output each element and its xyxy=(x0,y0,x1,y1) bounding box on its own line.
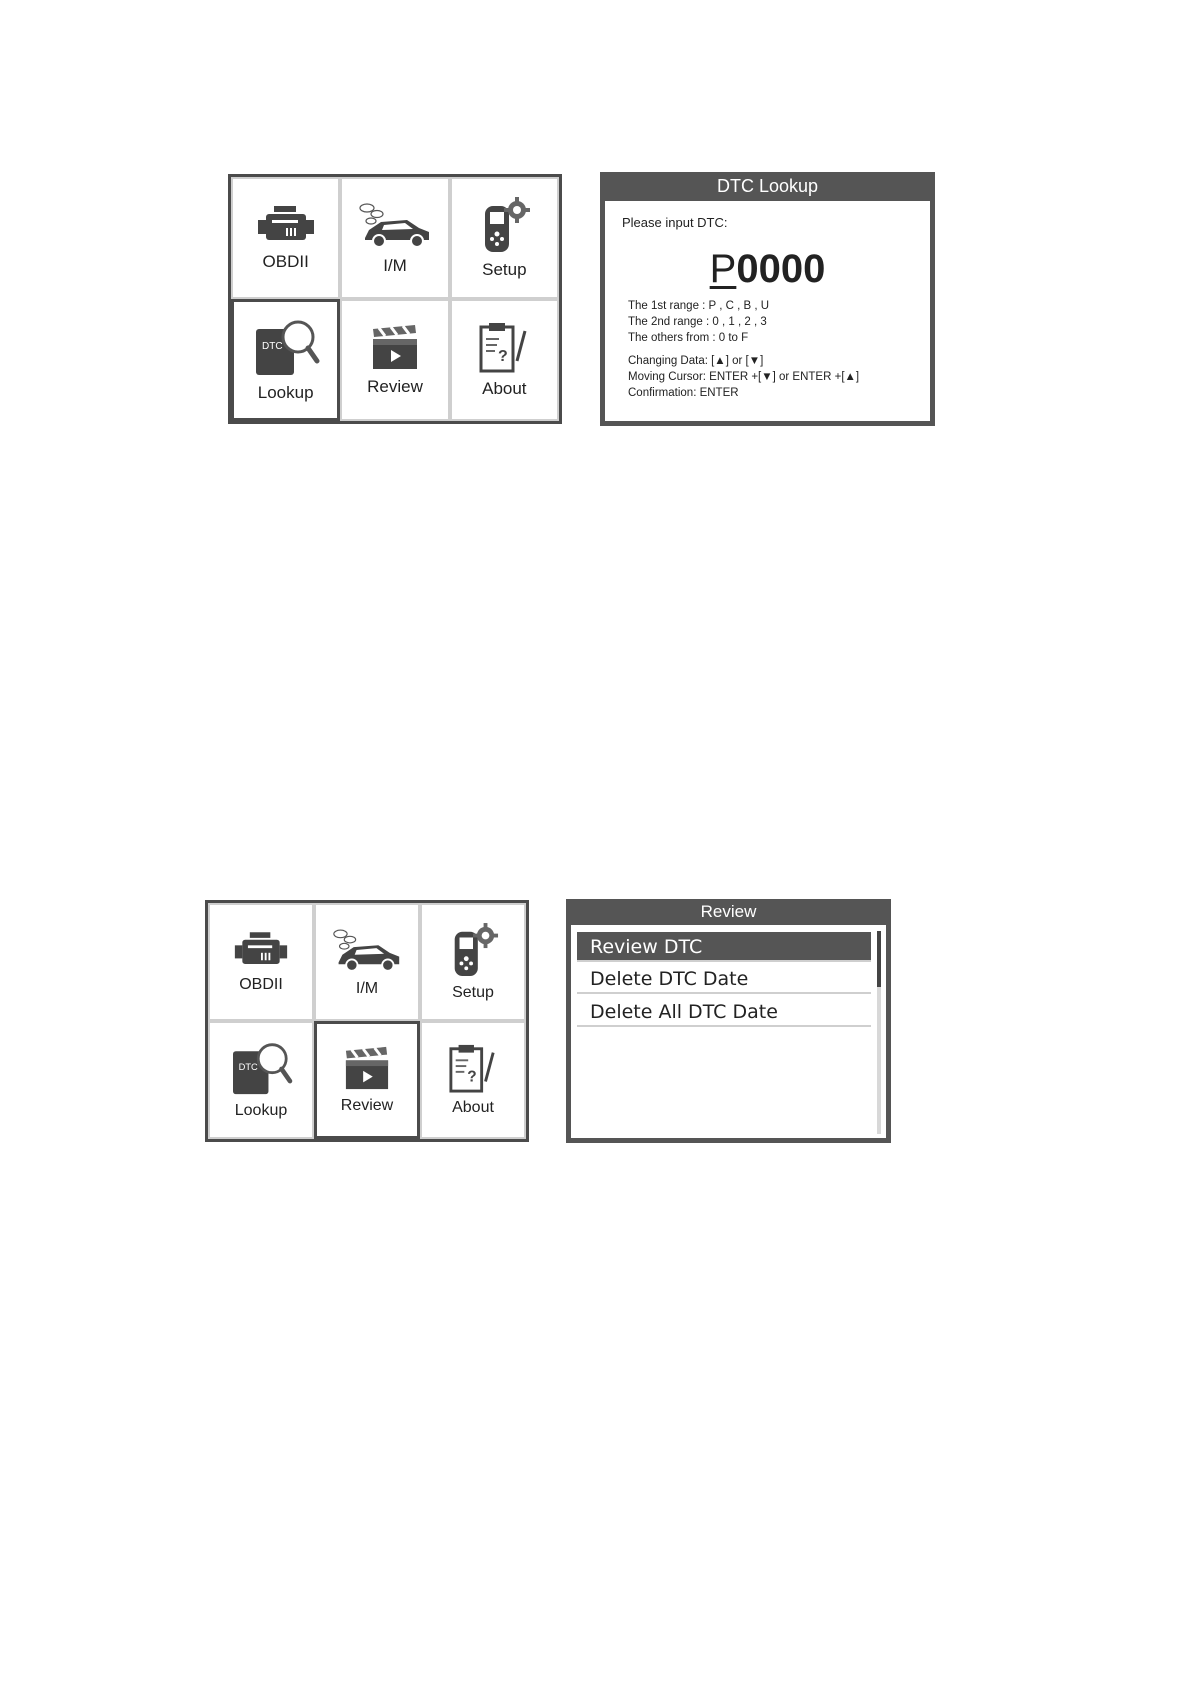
screen-title: Review xyxy=(700,902,757,921)
menu-label: OBDII xyxy=(239,976,283,993)
menu-item-lookup[interactable] xyxy=(208,1021,314,1139)
menu-item-about[interactable] xyxy=(450,299,559,421)
car-icon xyxy=(331,926,403,974)
dtc-code-input[interactable] xyxy=(605,247,930,292)
menu-item-im[interactable] xyxy=(340,177,449,299)
range-info xyxy=(628,298,769,346)
menu-item-setup[interactable] xyxy=(420,903,526,1021)
clapperboard-icon xyxy=(369,323,421,371)
help-line: Changing Data: [▲] or [▼] xyxy=(628,355,764,367)
engine-icon xyxy=(233,930,289,970)
menu-label: About xyxy=(452,1099,494,1116)
menu-item-setup[interactable] xyxy=(450,177,559,299)
menu-item-obdii[interactable] xyxy=(208,903,314,1021)
range-line: The others from : 0 to F xyxy=(628,332,749,344)
help-line: Moving Cursor: ENTER +[▼] or ENTER +[▲] xyxy=(628,371,860,383)
main-menu-grid-lookup xyxy=(228,174,562,424)
scanner-settings-icon xyxy=(447,922,499,978)
menu-item-review[interactable] xyxy=(340,299,449,421)
menu-label: About xyxy=(482,379,527,398)
dtc-code-digits: 0000 xyxy=(736,247,826,291)
screen-body xyxy=(571,925,886,1138)
input-prompt: Please input DTC: xyxy=(622,215,728,230)
screen-title: DTC Lookup xyxy=(716,176,819,196)
dtc-book-icon xyxy=(252,317,320,377)
menu-label: Review xyxy=(340,1097,394,1114)
dtc-code-cursor-char: P xyxy=(709,247,737,291)
menu-label: Lookup xyxy=(257,383,314,402)
clapperboard-icon xyxy=(342,1045,392,1091)
menu-item-about[interactable] xyxy=(420,1021,526,1139)
delete-all-dtc-date-item[interactable]: Delete All DTC Date xyxy=(577,997,871,1027)
range-line: The 1st range : P , C , B , U xyxy=(628,300,770,312)
review-screen xyxy=(566,899,891,1143)
svg-text:?: ? xyxy=(467,1068,477,1086)
menu-label: I/M xyxy=(355,980,379,997)
scanner-settings-icon xyxy=(477,196,531,254)
range-line: The 2nd range : 0 , 1 , 2 , 3 xyxy=(628,316,767,328)
engine-icon xyxy=(256,204,316,246)
main-menu-grid-review xyxy=(205,900,529,1142)
clipboard-icon xyxy=(477,321,531,373)
svg-text:?: ? xyxy=(498,348,509,365)
menu-item-review[interactable] xyxy=(314,1021,420,1139)
review-dtc-item[interactable]: Review DTC xyxy=(577,932,871,962)
menu-label: Setup xyxy=(452,984,494,1001)
menu-label: Lookup xyxy=(234,1102,288,1119)
menu-label: Review xyxy=(367,377,423,396)
menu-label: Setup xyxy=(482,260,527,279)
menu-item-obdii[interactable] xyxy=(231,177,340,299)
car-icon xyxy=(357,200,433,250)
screen-body xyxy=(605,201,930,421)
menu-label: OBDII xyxy=(262,252,309,271)
help-line: Confirmation: ENTER xyxy=(628,387,739,399)
menu-item-im[interactable] xyxy=(314,903,420,1021)
scrollbar-thumb[interactable] xyxy=(877,931,881,987)
menu-label: I/M xyxy=(383,256,407,275)
svg-text:DTC: DTC xyxy=(261,341,283,352)
clipboard-icon xyxy=(447,1043,499,1093)
dtc-lookup-screen xyxy=(600,172,935,426)
svg-text:DTC: DTC xyxy=(238,1061,258,1072)
delete-dtc-date-item[interactable]: Delete DTC Date xyxy=(577,964,871,994)
dtc-book-icon xyxy=(229,1040,293,1096)
help-info xyxy=(628,353,859,401)
menu-item-lookup[interactable] xyxy=(231,299,340,421)
